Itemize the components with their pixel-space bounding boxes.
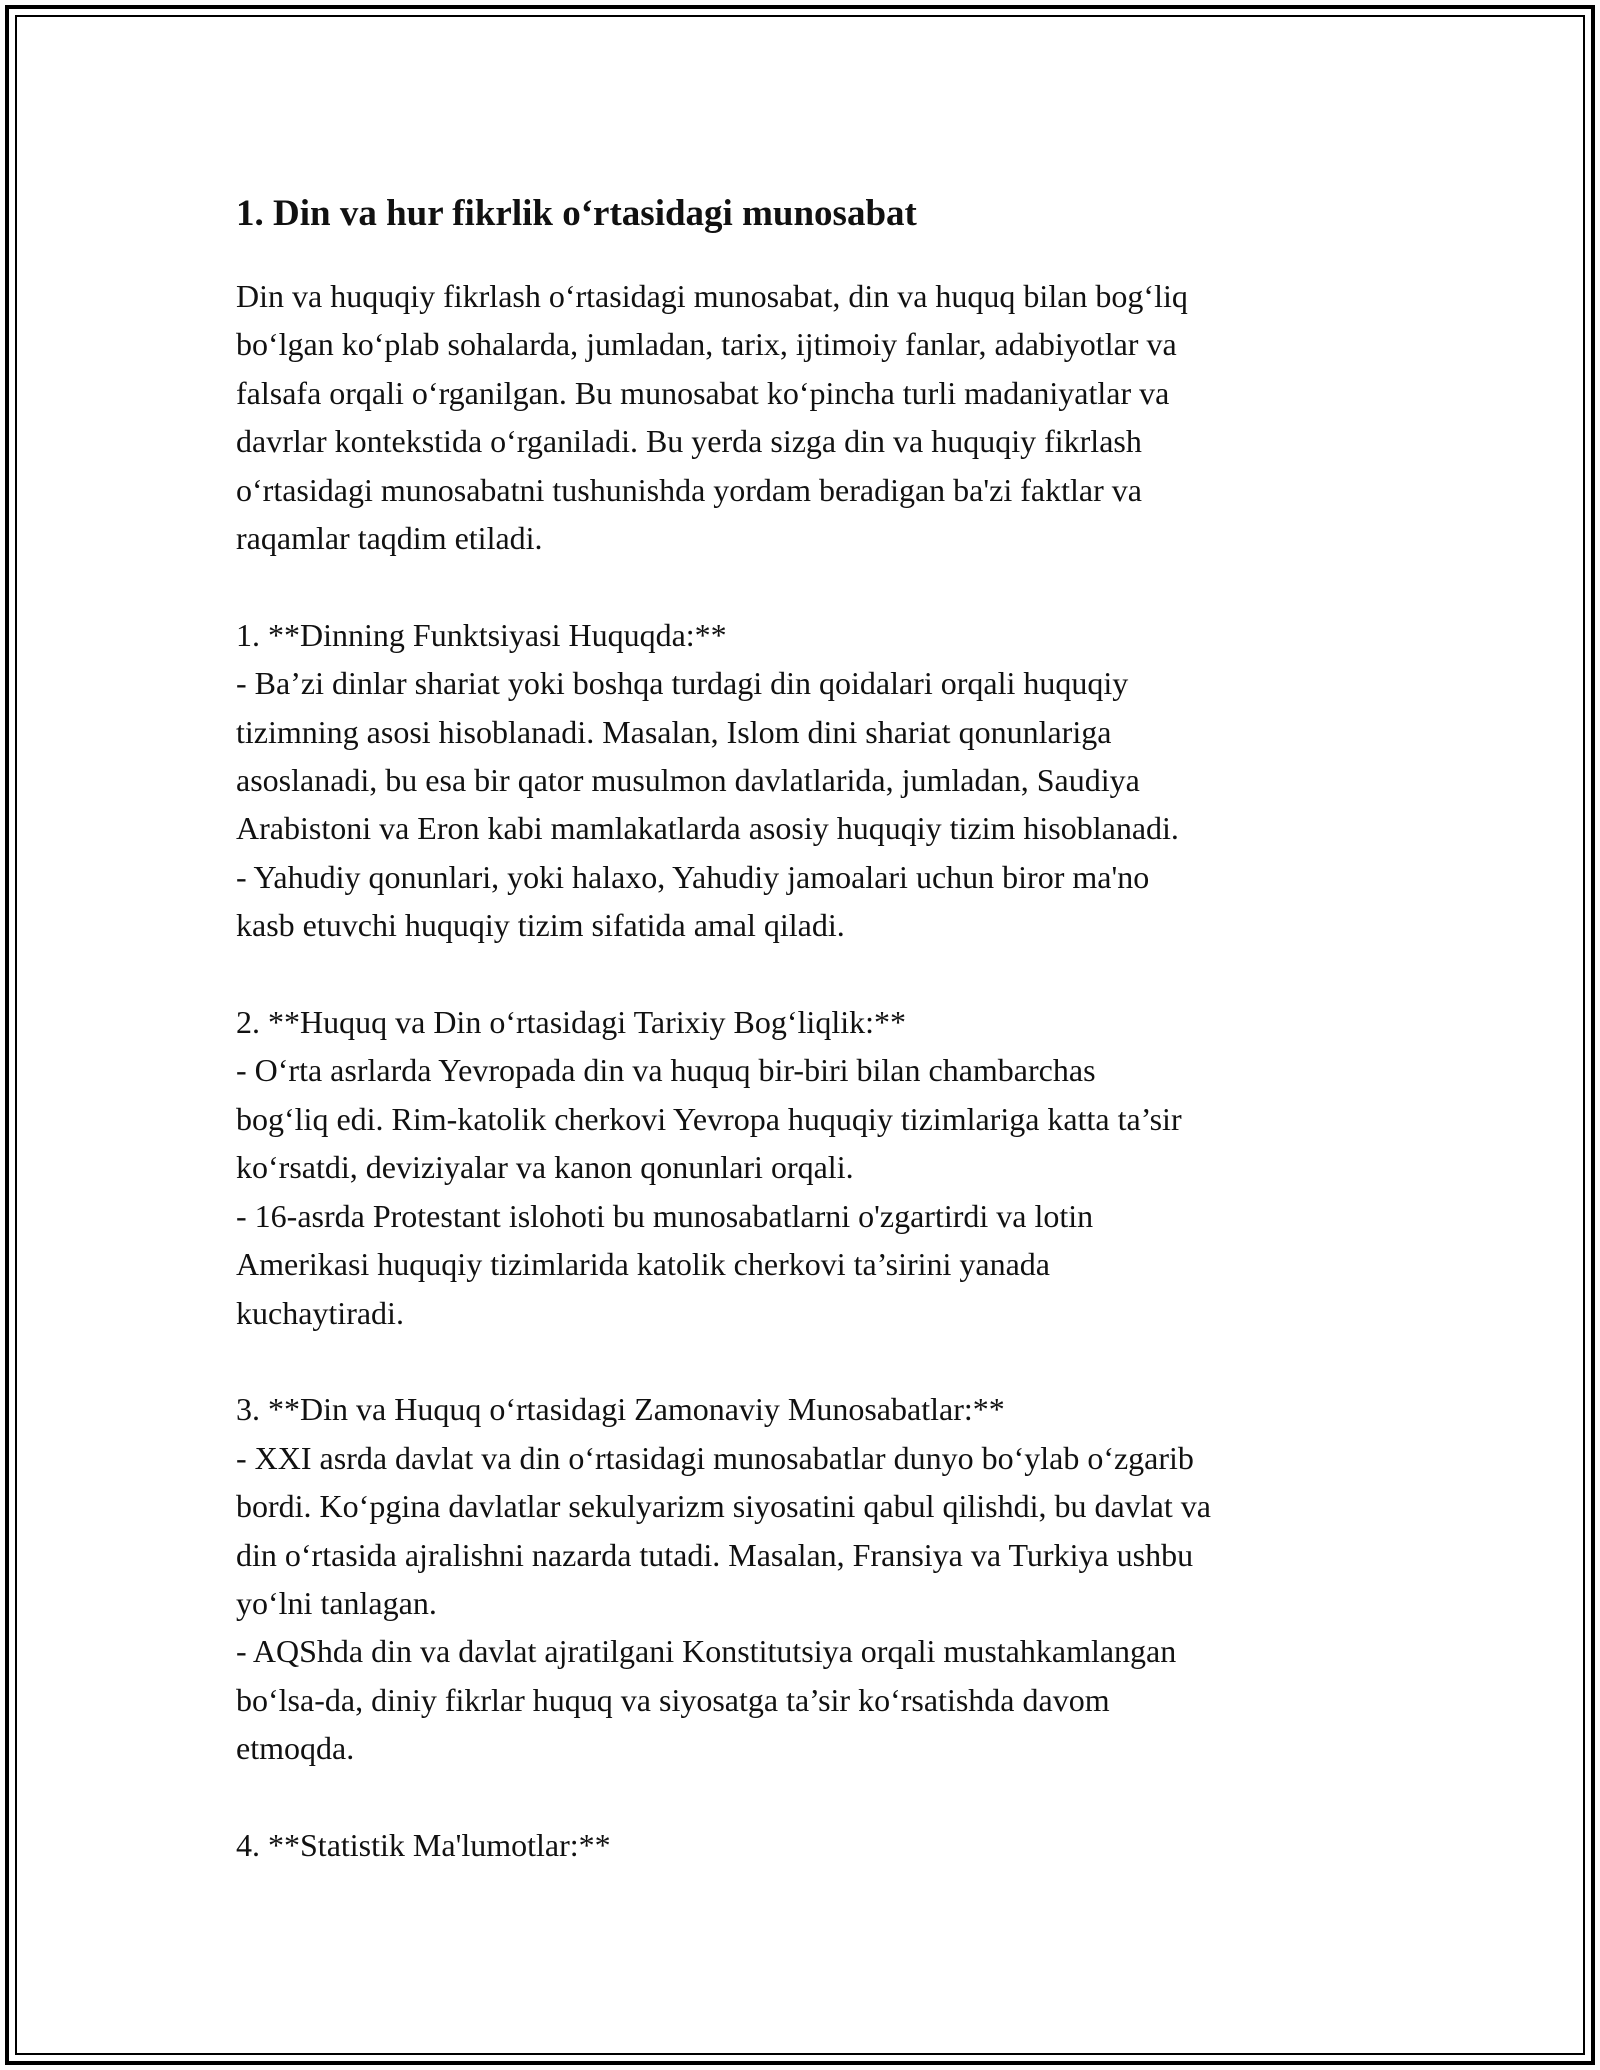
section-3: 3. **Din va Huquq o‘rtasidagi Zamonaviy Munosabatlar:** - XXI asrda davlat va din o‘rtasidagi munosabatlar dunyo bo‘ylab o‘zgarib bordi. Ko‘pgina davlatlar sekulyarizm siyosatini qabul qilishdi, bu davlat va din o‘rtasida ajralishni nazarda tutadi. Masalan, Fransiya va Turkiya ushbu yo‘lni tanlagan. - AQShda din va davlat ajratilgani Konstitutsiya orqali mustahkamlangan bo‘lsa-da, diniy fikrlar huquq va siyosatga ta’sir ko‘rsatishda davom etmoqda. [236, 1391, 1211, 1767]
paragraph-spacer [236, 1773, 1376, 1821]
paragraph-spacer [236, 562, 1376, 610]
intro-paragraph: Din va huquqiy fikrlash o‘rtasidagi munosabat, din va huquq bilan bog‘liq bo‘lgan ko‘plab sohalarda, jumladan, tarix, ijtimoiy fanlar, adabiyotlar va falsafa orqali o‘rganilgan. Bu munosabat ko‘pincha turli madaniyatlar va davrlar kontekstida o‘rganiladi. Bu yerda sizga din va huquqiy fikrlash o‘rtasidagi munosabatni tushunishda yordam beradigan ba'zi faktlar va raqamlar taqdim etiladi. [236, 278, 1188, 557]
section-4: 4. **Statistik Ma'lumotlar:** [236, 1826, 611, 1863]
paragraph-spacer [236, 950, 1376, 998]
section-2: 2. **Huquq va Din o‘rtasidagi Tarixiy Bog‘liqlik:** - O‘rta asrlarda Yevropada din va huquq bir-biri bilan chambarchas bog‘liq edi. Rim-katolik cherkovi Yevropa huquqiy tizimlariga katta ta’sir ko‘rsatdi, deviziyalar va kanon qonunlari orqali. - 16-asrda Protestant islohoti bu munosabatlarni o'zgartirdi va lotin Amerikasi huquqiy tizimlarida katolik cherkovi ta’sirini yanada kuchaytiradi. [236, 1004, 1182, 1331]
section-1: 1. **Dinning Funktsiyasi Huquqda:** - Ba’zi dinlar shariat yoki boshqa turdagi din qoidalari orqali huquqiy tizimning asosi hisoblanadi. Masalan, Islom dini shariat qonunlariga asoslanadi, bu esa bir qator musulmon davlatlarida, jumladan, Saudiya Arabistoni va Eron kabi mamlakatlarda asosiy huquqiy tizim hisoblanadi. - Yahudiy qonunlari, yoki halaxo, Yahudiy jamoalari uchun biror ma'no kasb etuvchi huquqiy tizim sifatida amal qiladi. [236, 616, 1179, 944]
paragraph-spacer [236, 1337, 1376, 1385]
document-title: 1. Din va hur fikrlik o‘rtasidagi munosabat [236, 193, 917, 234]
document-body [236, 188, 1376, 1869]
